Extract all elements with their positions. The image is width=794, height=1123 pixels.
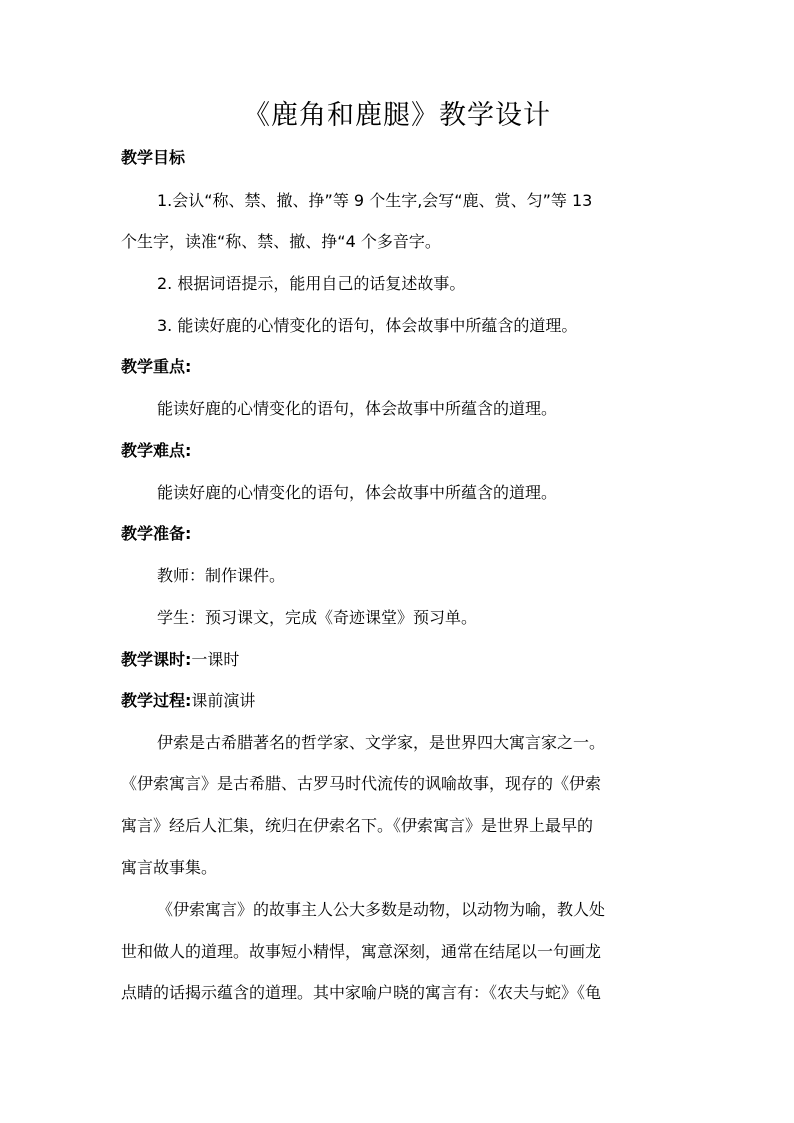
preparation-heading: 教学准备: xyxy=(121,524,192,543)
paragraph-2-line-2: 世和做人的道理。故事短小精悍，寓意深刻，通常在结尾以一句画龙 xyxy=(121,942,602,961)
class-hours-row xyxy=(121,648,677,672)
class-hours-value: 一课时 xyxy=(191,650,240,669)
difficult-points-text: 能读好鹿的心情变化的语句，体会故事中所蕴含的道理。 xyxy=(157,483,558,502)
paragraph-2-line-1: 《伊索寓言》的故事主人公大多数是动物，以动物为喻，教人处 xyxy=(157,900,606,919)
class-hours-heading: 教学课时: xyxy=(121,650,192,669)
objective-item-3: 3. 能读好鹿的心情变化的语句，体会故事中所蕴含的道理。 xyxy=(157,316,578,335)
process-heading: 教学过程: xyxy=(121,691,192,710)
preparation-teacher: 教师：制作课件。 xyxy=(157,566,286,585)
key-points-heading: 教学重点: xyxy=(121,357,192,376)
paragraph-1-line-3: 寓言》经后人汇集，统归在伊索名下。《伊索寓言》是世界上最早的 xyxy=(121,816,594,835)
paragraph-2-line-3: 点睛的话揭示蕴含的道理。其中家喻户晓的寓言有：《农夫与蛇》《龟 xyxy=(121,983,602,1002)
preparation-student: 学生：预习课文，完成《奇迹课堂》预习单。 xyxy=(157,608,478,627)
objective-item-2: 2. 根据词语提示，能用自己的话复述故事。 xyxy=(157,274,466,293)
paragraph-1-line-4: 寓言故事集。 xyxy=(121,858,218,877)
process-value: 课前演讲 xyxy=(191,691,256,710)
process-row xyxy=(121,689,677,713)
objective-item-1-line-2: 个生字，读准“称、禁、撤、挣“4 个多音字。 xyxy=(121,232,441,251)
document-title: 《鹿角和鹿腿》教学设计 xyxy=(243,100,551,131)
difficult-points-heading: 教学难点: xyxy=(121,441,192,460)
objectives-heading: 教学目标 xyxy=(121,148,186,167)
paragraph-1-line-1: 伊索是古希腊著名的哲学家、文学家，是世界四大寓言家之一。 xyxy=(157,733,606,752)
key-points-text: 能读好鹿的心情变化的语句，体会故事中所蕴含的道理。 xyxy=(157,399,558,418)
objective-item-1-line-1: 1.会认“称、禁、撤、挣”等 9 个生字,会写“鹿、赏、匀”等 13 xyxy=(157,191,593,210)
paragraph-1-line-2: 《伊索寓言》是古希腊、古罗马时代流传的讽喻故事，现存的《伊索 xyxy=(121,774,602,793)
